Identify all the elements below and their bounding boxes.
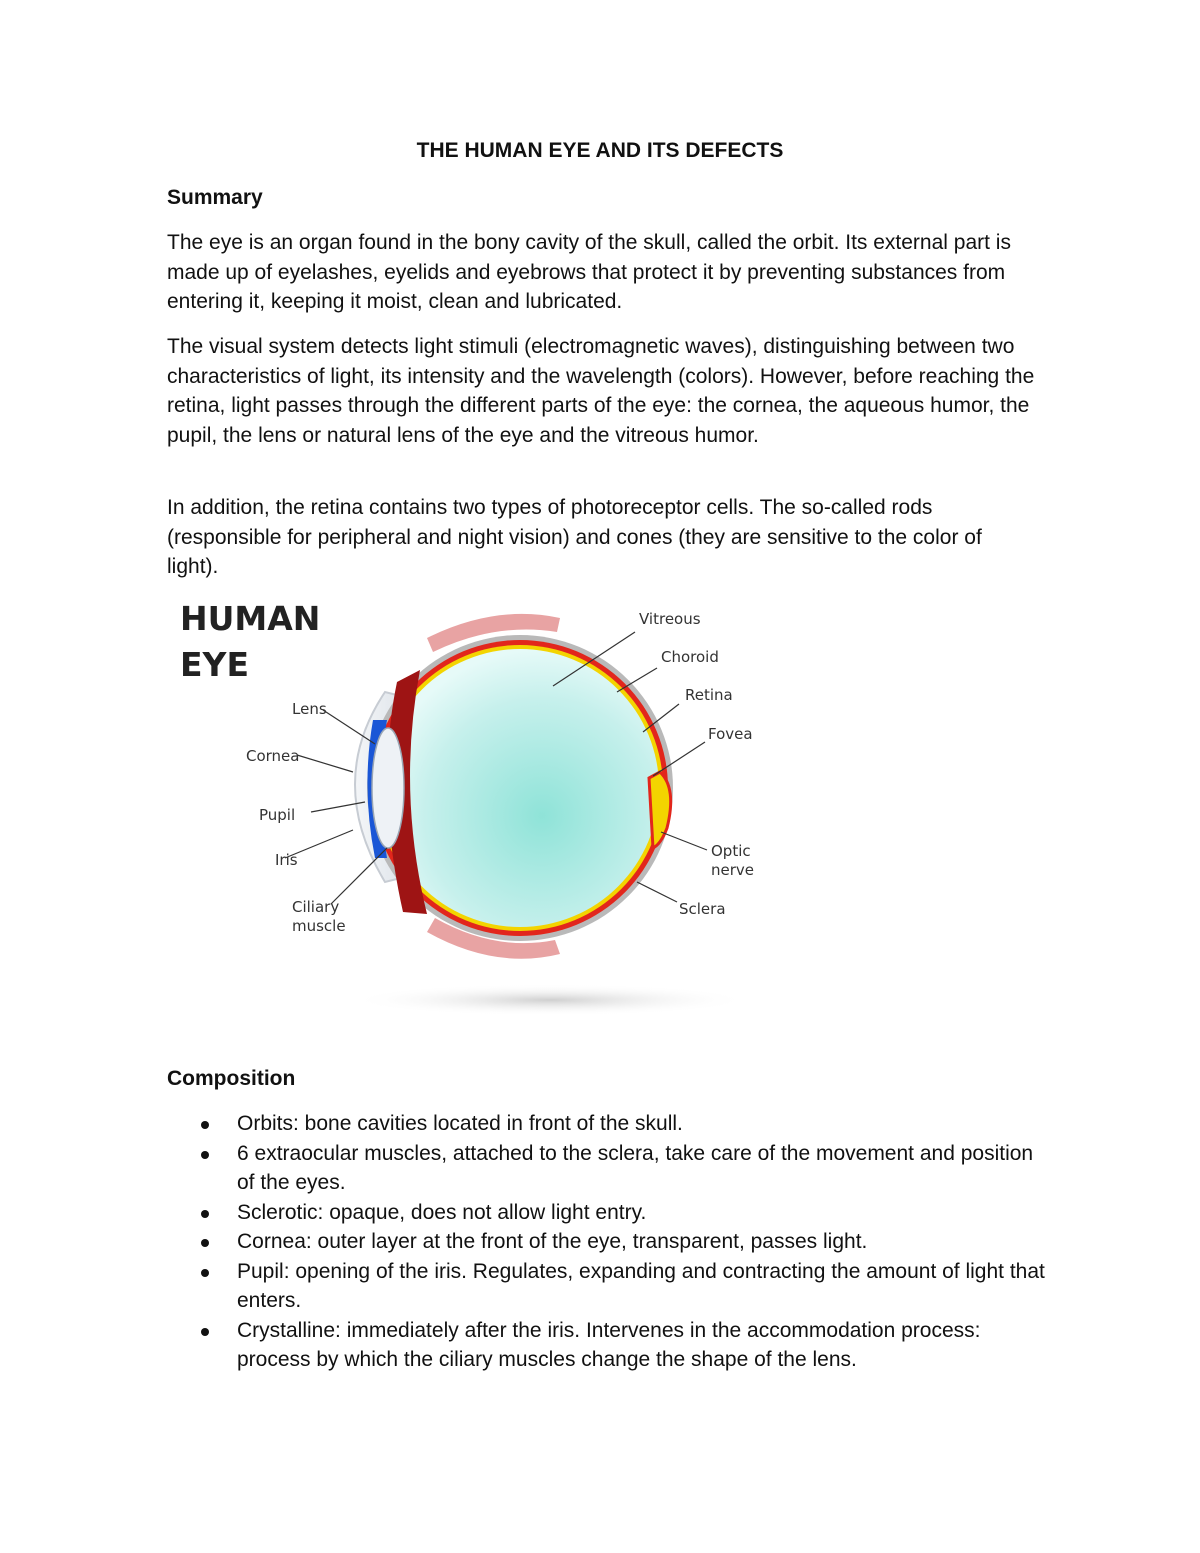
list-item (167, 1139, 1047, 1198)
label-sclera: Sclera (679, 900, 726, 918)
bullet-icon (201, 1269, 209, 1277)
summary-paragraph-1: The eye is an organ found in the bony cavity of the skull, called the orbit. Its external part is made up of eyelashes, eyelids and eyebrows that protect it by preventing substances from entering it, keeping it moist, clean and lubricated. (167, 231, 1011, 313)
label-ciliary-muscle-line-2: muscle (292, 917, 346, 935)
bullet-icon (201, 1328, 209, 1336)
optic-nerve (649, 772, 671, 848)
label-optic-nerve-line-1: Optic (711, 842, 751, 860)
diagram-title-line-1: HUMAN (180, 599, 321, 638)
list-item (167, 1109, 1047, 1139)
lens-shape (372, 728, 404, 848)
composition-heading: Composition (167, 1067, 296, 1090)
summary-heading: Summary (167, 186, 263, 209)
list-item (167, 1257, 1047, 1316)
label-iris: Iris (275, 851, 298, 869)
list-item-text: Orbits: bone cavities located in front of the skull. (237, 1112, 683, 1135)
vitreous-body (381, 649, 659, 927)
human-eye-diagram (165, 592, 765, 1022)
list-item-text: Crystalline: immediately after the iris. Intervenes in the accommodation process: process by which the ciliary muscles change the shape of the lens. (237, 1318, 981, 1371)
list-item-text: Sclerotic: opaque, does not allow light entry. (237, 1200, 647, 1224)
label-choroid: Choroid (661, 648, 719, 666)
list-item-text: Pupil: opening of the iris. Regulates, expanding and contracting the amount of light that enters. (237, 1259, 1045, 1312)
diagram-shadow (350, 984, 750, 1016)
composition-list (167, 1109, 1047, 1375)
bullet-icon (201, 1210, 209, 1218)
label-ciliary-muscle-line-1: Ciliary (292, 898, 340, 916)
label-fovea: Fovea (708, 725, 753, 743)
list-item (167, 1198, 1047, 1228)
list-item (167, 1227, 1047, 1257)
summary-paragraph-2: The visual system detects light stimuli (electromagnetic waves), distinguishing between two characteristics of light, its intensity and the wavelength (colors). However, before reaching the retina, light passes through the different parts of the eye: the cornea, the aqueous humor, the pupil, the lens or natural lens of the eye and the vitreous humor. (167, 335, 1035, 447)
list-item-text: Cornea: outer layer at the front of the eye, transparent, passes light. (237, 1230, 868, 1253)
diagram-title-line-2: EYE (180, 645, 249, 684)
label-vitreous: Vitreous (639, 610, 701, 628)
list-item-text: 6 extraocular muscles, attached to the sclera, take care of the movement and position of the eyes. (237, 1141, 1034, 1194)
label-optic-nerve-line-2: nerve (711, 861, 755, 879)
label-cornea: Cornea (246, 747, 300, 765)
bullet-icon (201, 1151, 209, 1159)
bullet-icon (201, 1121, 209, 1129)
list-item (167, 1316, 1047, 1375)
label-pupil: Pupil (259, 806, 296, 824)
summary-paragraph-3: In addition, the retina contains two types of photoreceptor cells. The so-called rods (responsible for peripheral and night vision) and cones (they are sensitive to the color of light). (167, 496, 982, 578)
bullet-icon (201, 1239, 209, 1247)
label-retina: Retina (685, 686, 733, 704)
page-title: THE HUMAN EYE AND ITS DEFECTS (416, 139, 784, 162)
label-lens: Lens (292, 700, 327, 718)
